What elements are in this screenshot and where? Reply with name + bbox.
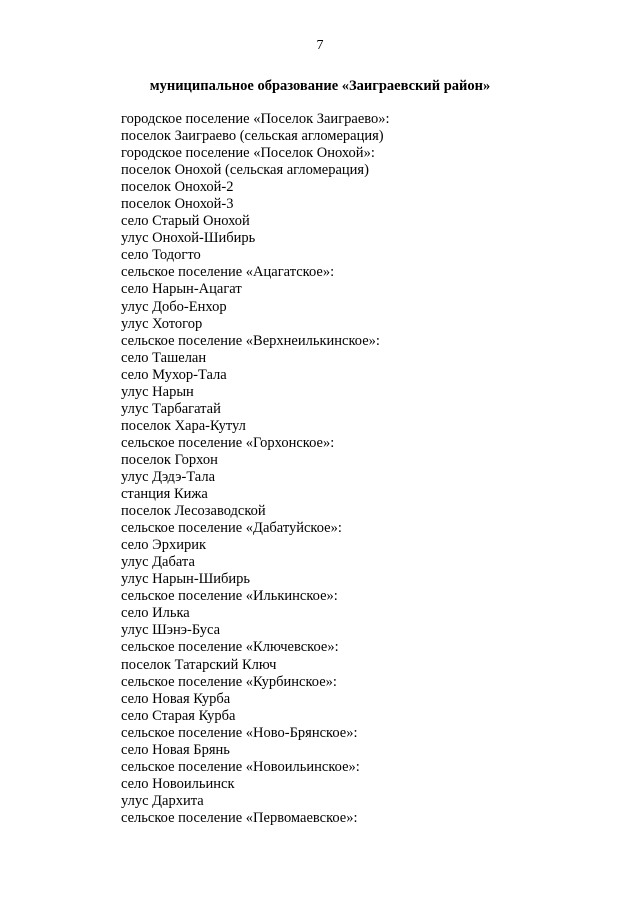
list-item: поселок Онохой-3 [121, 196, 234, 213]
list-item: сельское поселение «Илькинское»: [121, 588, 338, 605]
settlement-list [121, 111, 390, 827]
list-item: село Эрхирик [121, 537, 207, 554]
list-item: поселок Хара-Кутул [121, 417, 246, 434]
list-item: улус Тарбагатай [121, 400, 221, 417]
list-item: село Новая Курба [121, 690, 231, 707]
list-item: поселок Горхон [121, 451, 218, 468]
list-item: сельское поселение «Курбинское»: [121, 673, 337, 690]
list-item: улус Дабата [121, 554, 195, 571]
list-item: село Нарын-Ацагат [121, 281, 242, 298]
list-item: село Тодогто [121, 247, 201, 264]
list-item: сельское поселение «Горхонское»: [121, 434, 335, 451]
list-item: улус Добо-Енхор [121, 298, 227, 315]
page-number: 7 [316, 38, 324, 53]
list-item: поселок Татарский Ключ [121, 656, 277, 673]
list-item: станция Кижа [121, 486, 208, 503]
list-item: село Старая Курба [121, 707, 236, 724]
list-item: поселок Онохой (сельская агломерация) [121, 162, 369, 179]
list-item: поселок Онохой-2 [121, 179, 234, 196]
list-item: улус Хотогор [121, 315, 203, 332]
list-item: сельское поселение «Дабатуйское»: [121, 520, 342, 537]
list-item: поселок Заиграево (сельская агломерация) [121, 128, 384, 145]
list-item: сельское поселение «Ацагатское»: [121, 264, 335, 281]
list-item: село Новоильинск [121, 775, 235, 792]
list-item: городское поселение «Поселок Онохой»: [121, 145, 375, 162]
list-item: улус Шэнэ-Буса [121, 622, 221, 639]
list-item: село Новая Брянь [121, 741, 230, 758]
list-item: сельское поселение «Новоильинское»: [121, 758, 360, 775]
list-item: сельское поселение «Ново-Брянское»: [121, 724, 358, 741]
list-item: улус Нарын-Шибирь [121, 571, 251, 588]
list-item: улус Дархита [121, 792, 204, 809]
list-item: село Илька [121, 605, 190, 622]
list-item: улус Дэдэ-Тала [121, 468, 216, 485]
list-item: село Старый Онохой [121, 213, 250, 230]
list-item: улус Онохой-Шибирь [121, 230, 256, 247]
list-item: сельское поселение «Ключевское»: [121, 639, 339, 656]
list-item: сельское поселение «Верхнеилькинское»: [121, 332, 380, 349]
list-item: село Мухор-Тала [121, 366, 227, 383]
section-heading: муниципальное образование «Заиграевский район» [149, 78, 491, 94]
list-item: улус Нарын [121, 383, 194, 400]
list-item: село Ташелан [121, 349, 207, 366]
list-item: сельское поселение «Первомаевское»: [121, 809, 358, 826]
list-item: городское поселение «Поселок Заиграево»: [121, 111, 390, 127]
list-item: поселок Лесозаводской [121, 503, 266, 520]
